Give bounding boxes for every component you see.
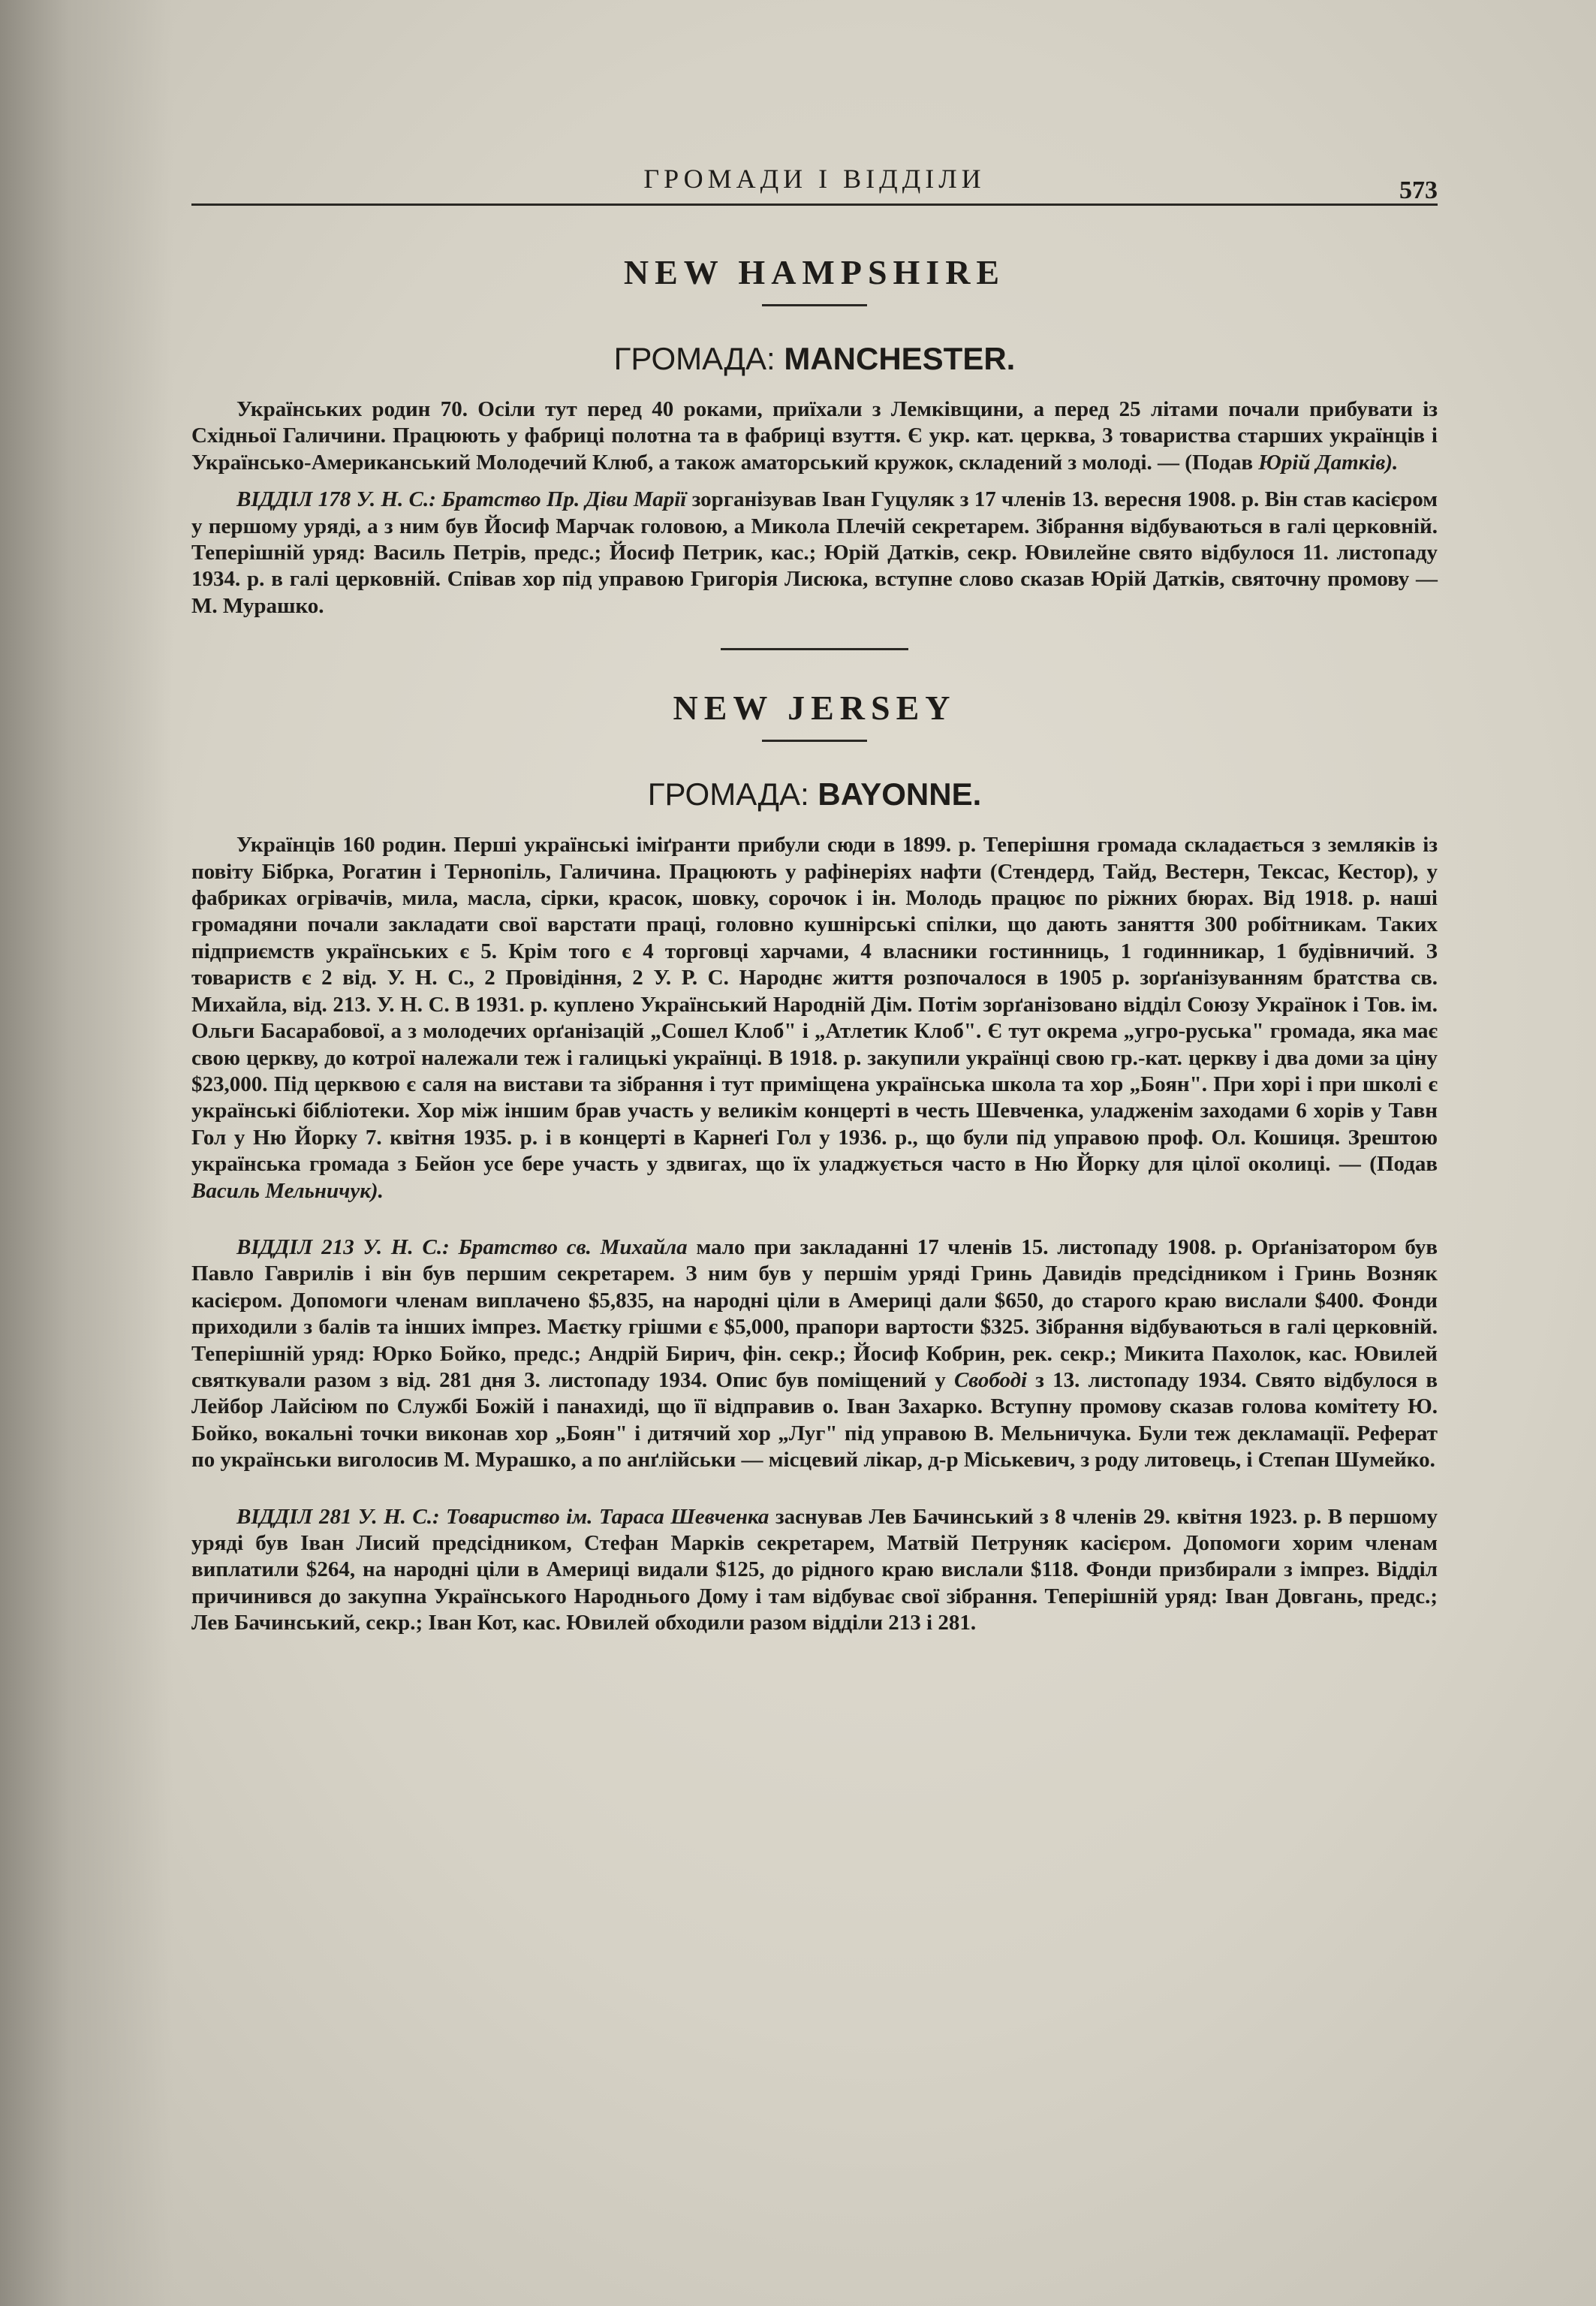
paragraph-text: заснував Лев Бачинський з 8 членів 29. квітня 1923. р. В першому уряді був Іван Лисий предсідником, Стефан Марків секретарем, Матвій Петруняк касієром. Допомоги хорим членам виплатили $264, на народні ціли в Америці видали $125, до рідного краю вислали $118. Фонди призбирали з імпрез. Відділ причинився до закупна Українського Народнього Дому і там відбуває свої зібрання. Теперішній уряд: Іван Довгань, предс.; Лев Бачинський, секр.; Іван Кот, кас. Ювилей обходили разом відділи 213 і 281. <box>191 1504 1438 1635</box>
running-header <box>191 161 1438 206</box>
page-number: 573 <box>1399 176 1438 204</box>
community-heading-bayonne <box>191 776 1438 812</box>
state-heading-new-hampshire: NEW HAMPSHIRE <box>623 253 1006 291</box>
paragraph-text: мало при закладанні 17 членів 15. листопаду 1908. р. Орґанізатором був Павло Гаврилів і він був першим секретарем. З ним був у першім уряді Гринь Давидів предсідником і Гринь Возняк касієром. Допомоги членам виплачено $5,835, на народні ціли в Америці дали $650, до старого краю вислали $400. Фонди приходили з балів та інших імпрез. Маєтку грішми є $5,000, прапори вартости $325. Зібрання відбуваються в галі церковній. Теперішній уряд: Юрко Бойко, предс.; Андрій Бирич, фін. секр.; Йосиф Кобрин, рек. секр.; Микита Пахолок, кас. Ювилей святкували разом з від. 281 дня 3. листопаду 1934. Опис був поміщений у <box>191 1234 1438 1392</box>
community-prefix: ГРОМАДА: <box>647 776 809 812</box>
paragraph-manchester-community <box>191 396 1438 476</box>
section-divider <box>721 648 908 650</box>
heading-rule <box>762 740 867 742</box>
paragraph-bayonne-community <box>191 832 1438 1204</box>
paragraph-text: з 13. листопаду 1934. Свято відбулося в Лейбор Лайсіюм по Службі Божій і панахиді, що її відправив о. Іван Захарко. Вступну промову сказав голова комітету Ю. Бойко, вокальні точки виконав хор „Боян" і дитячий хор „Луг" під управою В. Мельничука. Були теж декламації. Реферат по українськи виголосив М. Мурашко, а по анґлійськи — місцевий лікар, д-р Міськевич, з роду литовець, і Степан Шумейко. <box>191 1367 1438 1473</box>
newspaper-name: Свободі <box>953 1367 1028 1392</box>
community-name: MANCHESTER. <box>784 341 1016 376</box>
page-content <box>191 161 1438 1637</box>
paragraph-text: Українських родин 70. Осіли тут перед 40 роками, приїхали з Лемківщини, а перед 25 літами почали прибувати із Східньої Галичини. Працюють у фабриці полотна та в фабриці взуття. Є укр. кат. церква, 3 товариства старших українців і Українсько-Американський Молодечий Клюб, а також аматорський кружок, складений з молоді. — (Подав <box>191 397 1438 475</box>
paragraph-branch-213 <box>191 1234 1438 1474</box>
heading-rule <box>762 304 867 306</box>
branch-lead: ВІДДІЛ 281 У. Н. С.: Товариство ім. Тараса Шевченка <box>236 1504 769 1529</box>
running-title: ГРОМАДИ І ВІДДІЛИ <box>643 164 986 194</box>
state-heading-new-jersey: NEW JERSEY <box>673 689 956 728</box>
branch-lead: ВІДДІЛ 213 У. Н. С.: Братство св. Михайла <box>236 1234 688 1259</box>
paragraph-text: зорганізував Іван Гуцуляк з 17 членів 13. вересня 1908. р. Він став касієром у першому уряді, а з ним був Йосиф Марчак головою, а Микола Плечій секретарем. Зібрання відбуваються в галі церковній. Теперішній уряд: Василь Петрів, предс.; Йосиф Петрик, кас.; Юрій Датків, секр. Ювилейне свято відбулося 11. листопаду 1934. р. в галі церковній. Співав хор під управою Григорія Лисюка, вступне слово сказав Юрій Датків, святочну промову — М. Мурашко. <box>191 487 1438 618</box>
paragraph-author: Юрій Датків). <box>1258 450 1399 475</box>
community-name: BAYONNE. <box>818 776 982 812</box>
community-prefix: ГРОМАДА: <box>613 341 775 376</box>
paragraph-author: Василь Мельничук). <box>191 1178 384 1203</box>
community-heading-manchester <box>191 341 1438 377</box>
paragraph-branch-281 <box>191 1504 1438 1637</box>
paragraph-text: Українців 160 родин. Перші українські іміґранти прибули сюди в 1899. р. Теперішня громада складається з земляків із повіту Бібрка, Рогатин і Тернопіль, Галичина. Працюють у рафінеріях нафти (Стендерд, Тайд, Вестерн, Тексас, Кестор), у фабриках огрівачів, мила, масла, сірки, красок, шовку, сорочок і ін. Молодь працює по ріжних бюрах. Від 1918. р. наші громадяни почали закладати свої варстати праці, головно кушнірські спілки, що дають заняття 300 робітникам. Таких підприємств українських є 5. Крім того є 4 торговці харчами, 4 власники гостинниць, 1 годинникар, 1 будівничий. З товариств є 2 від. У. Н. С., 2 Провідіння, 2 У. Р. С. Народнє життя розпочалося в 1905 р. зорґанізуванням братства св. Михайла, від. 213. У. Н. С. В 1931. р. куплено Український Народній Дім. Потім зорґанізовано відділ Союзу Українок і Тов. ім. Ольги Басарабової, а з молодечих орґанізацій „Сошел Клоб" і „Атлетик Клоб". Є тут окрема „угро-руська" громада, яка має свою церкву, до котрої належали теж і галицькі українці. В 1918. р. закупили українці свою гр.-кат. церкву і два доми за ціну $23,000. Під церквою є саля на вистави та зібрання і тут приміщена українська школа та хор „Боян". При хорі і при школі є українські бібліотеки. Хор між іншим брав участь у великім концерті в честь Шевченка, уладженім заходами 6 хорів у Тавн Гол у Ню Йорку 7. квітня 1935. р. і в концерті в Карнеґі Гол у 1936. р., що були під управою проф. Ол. Кошиця. Зрештою українська громада з Бейон усе бере участь у здвигах, що їх уладжується часто в Ню Йорку для цілої околиці. — (Подав <box>191 833 1438 1177</box>
branch-lead: ВІДДІЛ 178 У. Н. С.: Братство Пр. Діви Марії <box>236 487 687 512</box>
paragraph-branch-178 <box>191 487 1438 619</box>
